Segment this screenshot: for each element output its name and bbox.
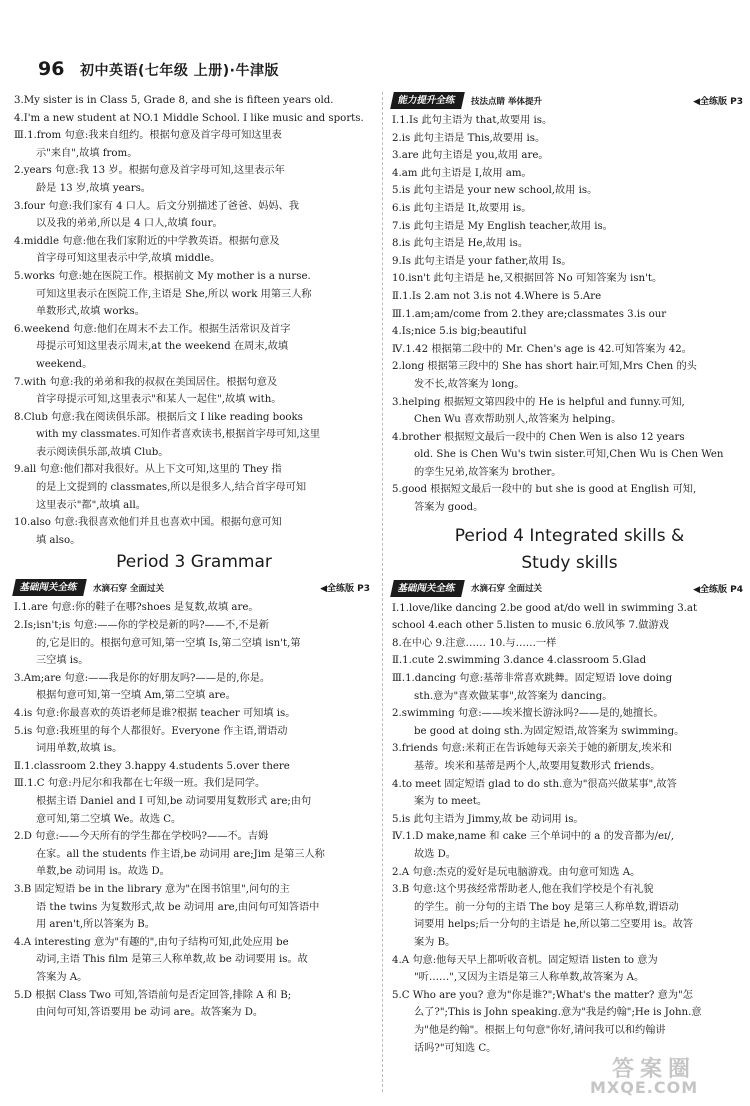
answer-line: 4.middle 句意:他在我们家附近的中学教英语。根据句意及 bbox=[14, 235, 280, 247]
banner-label: 基础闯关全练 bbox=[12, 579, 87, 596]
answer-line: 龄是 13 岁,故填 years。 bbox=[36, 182, 151, 194]
answer-line: 答案为 A。 bbox=[36, 971, 88, 983]
answer-line: 2.A 句意:杰克的爱好是玩电脑游戏。由句意可知选 A。 bbox=[392, 866, 641, 878]
answer-line: 3.B 固定短语 be in the library 意为"在图书馆里",问句的主 bbox=[14, 883, 290, 895]
answer-line: 8.Club 句意:我在阅读俱乐部。根据后文 I like reading books bbox=[14, 411, 303, 423]
watermark-top-text: 答案圈 bbox=[612, 1057, 697, 1082]
period-4-title-line2: Study skills bbox=[521, 552, 618, 573]
answer-line: 2.D 句意:——今天所有的学生都在学校吗?——不。吉姆 bbox=[14, 831, 269, 843]
answer-line: 10.also 句意:我很喜欢他们并且也喜欢中国。根据句意可知 bbox=[14, 517, 282, 529]
answer-line: Ⅲ.1.from 句意:我来自纽约。根据句意及首字母可知这里表 bbox=[14, 130, 282, 142]
answer-line: 填 also。 bbox=[36, 534, 81, 546]
answer-line: Ⅲ.1.dancing 句意:基蒂非常喜欢跳舞。固定短语 love doing bbox=[392, 673, 673, 685]
answer-line: 4.brother 根据短文最后一段中的 Chen Wen is also 12 years bbox=[392, 431, 685, 443]
answer-line: 词用单数,故填 is。 bbox=[36, 743, 123, 755]
answer-line: 3.Am;are 句意:——我是你的好朋友吗?——是的,你是。 bbox=[14, 672, 271, 684]
answer-line: Ⅱ.1.cute 2.swimming 3.dance 4.classroom 5.Glad bbox=[392, 655, 647, 667]
banner-subtitle: 水滴石穿 全面过关 bbox=[471, 584, 542, 595]
answer-line: 的孪生兄弟,故答案为 brother。 bbox=[414, 466, 562, 478]
answer-line: 4.A 句意:他每天早上都听收音机。固定短语 listen to 意为 bbox=[392, 954, 658, 966]
watermark-logo bbox=[588, 1052, 738, 1100]
answer-line: 案为 B。 bbox=[414, 936, 456, 948]
answers-period2-part bbox=[14, 92, 374, 549]
answer-line: 9.all 句意:他们都对我很好。从上下文可知,这里的 They 指 bbox=[14, 464, 282, 476]
answer-line: 话吗?"可知选 C。 bbox=[414, 1042, 497, 1054]
banner-subtitle: 技法点睛 举体提升 bbox=[471, 96, 542, 107]
answer-line: 由问句可知,答语要用 be 动词 are。故答案为 D。 bbox=[36, 1007, 264, 1019]
answer-line: 么了?";This is John speaking.意为"我是约翰";He is John.意 bbox=[414, 1007, 702, 1019]
answer-line: 5.is 此句主语是 your new school,故用 is。 bbox=[392, 185, 598, 197]
answer-line: 4.am 此句主语是 I,故用 am。 bbox=[392, 167, 532, 179]
answer-line: 为"他是约翰"。根据上句句意"你好,请问我可以和约翰讲 bbox=[414, 1024, 666, 1036]
answer-line: Chen Wu 喜欢帮助别人,故答案为 helping。 bbox=[414, 414, 622, 426]
watermark-bottom-text: MXQE.COM bbox=[590, 1078, 699, 1097]
period-4-title-line1: Period 4 Integrated skills & bbox=[454, 525, 685, 546]
answer-line: 10.isn't 此句主语是 he,又根据回答 No 可知答案为 isn't。 bbox=[392, 273, 663, 285]
answer-line: 3.four 句意:我们家有 4 口人。后文分别描述了爸爸、妈妈、我 bbox=[14, 200, 299, 212]
answer-line: 2.swimming 句意:——埃米擅长游泳吗?——是的,她擅长。 bbox=[392, 708, 664, 720]
answer-line: 6.is 此句主语是 It,故要用 is。 bbox=[392, 202, 532, 214]
answer-line: 4.I'm a new student at NO.1 Middle School. I like music and sports. bbox=[14, 112, 364, 124]
answer-line: 4.to meet 固定短语 glad to do sth.意为"很高兴做某事",故答 bbox=[392, 778, 677, 790]
answer-line: 以及我的弟弟,所以是 4 口人,故填 four。 bbox=[36, 218, 223, 230]
answer-line: with my classmates.可知作者喜欢读书,根据首字母可知,这里 bbox=[36, 429, 321, 441]
answer-line: 7.is 此句主语是 My English teacher,故用 is。 bbox=[392, 220, 613, 232]
answer-line: 8.在中心 9.注意…… 10.与……一样 bbox=[392, 637, 557, 649]
answer-line: 这里表示"都",故填 all。 bbox=[36, 499, 146, 511]
answer-line: 可知这里表示在医院工作,主语是 She,所以 work 用第三人称 bbox=[36, 288, 312, 300]
answer-line: 在家。all the students 作主语,be 动词用 are;Jim 是第三人称 bbox=[36, 848, 325, 860]
answer-line: Ⅲ.1.C 句意:丹尼尔和我都在七年级一班。我们是同学。 bbox=[14, 778, 266, 790]
answer-line: 9.Is 此句主语是 your father,故用 Is。 bbox=[392, 255, 572, 267]
answer-line: 2.long 根据第三段中的 She has short hair.可知,Mrs Chen 的头 bbox=[392, 361, 697, 373]
answer-line: 3.B 句意:这个男孩经常帮助老人,他在我们学校是个有礼貌 bbox=[392, 884, 654, 896]
answer-line: 2.Is;isn't;is 句意:——你的学校是新的吗?——不,不是新 bbox=[14, 620, 270, 632]
answer-line: Ⅲ.1.am;am/come from 2.they are;classmates 3.is our bbox=[392, 308, 667, 320]
page-header bbox=[0, 0, 750, 82]
book-title: 初中英语(七年级 上册)·牛津版 bbox=[80, 63, 279, 79]
banner-label: 基础闯关全练 bbox=[390, 580, 465, 597]
answer-line: 5.D 根据 Class Two 可知,答语前句是否定回答,排除 A 和 B; bbox=[14, 989, 292, 1001]
answer-line: 语 the twins 为复数形式,故 be 动词用 are,由问句可知答语中 bbox=[36, 901, 320, 913]
answer-line: 示"来自",故填 from。 bbox=[36, 147, 138, 159]
answer-line: Ⅳ.1.D make,name 和 cake 三个单词中的 a 的发音都为/eɪ/, bbox=[392, 831, 674, 843]
answer-line: 母提示可知这里表示周末,at the weekend 在周末,故填 bbox=[36, 341, 289, 353]
answer-line: 3.are 此句主语是 you,故用 are。 bbox=[392, 150, 549, 162]
answer-line: weekend。 bbox=[36, 358, 93, 370]
column-divider bbox=[382, 92, 383, 1092]
answer-line: 单数形式,故填 works。 bbox=[36, 306, 145, 318]
answer-line: Ⅳ.1.42 根据第二段中的 Mr. Chen's age is 42.可知答案为 42。 bbox=[392, 343, 692, 355]
basic-practice-banner-p4 bbox=[392, 580, 747, 597]
answer-line: 3.friends 句意:米莉正在告诉她每天亲关于她的新朋友,埃米和 bbox=[392, 743, 672, 755]
answer-line: 动词,主语 This film 是第三人称单数,故 be 动词要用 is。故 bbox=[36, 954, 308, 966]
answer-line: 根据主语 Daniel and I 可知,be 动词要用复数形式 are;由句 bbox=[36, 795, 312, 807]
answer-line: 4.A interesting 意为"有趣的",由句子结构可知,此处应用 be bbox=[14, 936, 289, 948]
banner-label: 能力提升全练 bbox=[390, 92, 465, 109]
answer-line: Ⅰ.1.are 句意:你的鞋子在哪?shoes 是复数,故填 are。 bbox=[14, 602, 259, 614]
period-3-title: Period 3 Grammar bbox=[116, 552, 272, 573]
answer-line: Ⅱ.1.classroom 2.they 3.happy 4.students 5.over there bbox=[14, 760, 290, 772]
ability-practice-banner bbox=[392, 92, 747, 109]
answer-line: 案为 to meet。 bbox=[414, 796, 488, 808]
answer-line: be good at doing sth.为固定短语,故答案为 swimming。 bbox=[414, 725, 685, 737]
answer-line: 首字母可知这里表示中学,故填 middle。 bbox=[36, 253, 221, 265]
answer-line: Ⅰ.1.love/like dancing 2.be good at/do well in swimming 3.at bbox=[392, 602, 698, 614]
basic-practice-banner bbox=[14, 579, 374, 596]
banner-page-ref: ◀全练版 P3 bbox=[693, 97, 743, 107]
answer-line: 词要用 helps;后一分句的主语是 he,所以第二空要用 is。故答 bbox=[414, 919, 693, 931]
answer-line: 用 aren't,所以答案为 B。 bbox=[36, 919, 155, 931]
answer-line: 5.good 根据短文最后一段中的 but she is good at English 可知, bbox=[392, 484, 697, 496]
answer-line: 4.is 句意:你最喜欢的英语老师是谁?根据 teacher 可知填 is。 bbox=[14, 708, 296, 719]
answer-line: 3.helping 根据短文第四段中的 He is helpful and funny.可知, bbox=[392, 396, 685, 408]
answer-line: "听……",又因为主语是第三人称单数,故答案为 A。 bbox=[414, 972, 645, 984]
answer-line: 5.is 句意:我班里的每个人都很好。Everyone 作主语,谓语动 bbox=[14, 725, 288, 737]
answer-line: sth.意为"喜欢做某事",故答案为 dancing。 bbox=[414, 690, 613, 702]
banner-subtitle: 水滴石穿 全面过关 bbox=[93, 583, 164, 594]
answer-line: 的,它是旧的。根据句意可知,第一空填 Is,第二空填 isn't,第 bbox=[36, 637, 301, 649]
answer-line: 8.is 此句主语是 He,故用 is。 bbox=[392, 238, 529, 250]
answer-line: 的学生。前一分句的主语 The boy 是第三人称单数,谓语动 bbox=[414, 901, 679, 913]
answer-line: old. She is Chen Wu's twin sister.可知,Chen Wu is Chen Wen bbox=[414, 449, 724, 461]
answer-line: 的是上文提到的 classmates,所以是很多人,结合首字母可知 bbox=[36, 482, 307, 494]
answer-line: 意可知,第二空填 We。故选 C。 bbox=[36, 813, 182, 825]
answer-line: school 4.each other 5.listen to music 6.放风筝 7.做游戏 bbox=[392, 620, 669, 632]
answer-line: 5.is 此句主语为 Jimmy,故 be 动词用 is。 bbox=[392, 813, 584, 825]
answers-period4 bbox=[392, 600, 747, 1057]
answer-line: 2.years 句意:我 13 岁。根据句意及首字母可知,这里表示年 bbox=[14, 165, 285, 177]
answer-line: Ⅱ.1.Is 2.am not 3.is not 4.Where is 5.Are bbox=[392, 290, 602, 302]
answer-line: 答案为 good。 bbox=[414, 502, 484, 514]
answer-line: 发不长,故答案为 long。 bbox=[414, 378, 525, 390]
answer-line: Ⅰ.1.Is 此句主语为 that,故要用 is。 bbox=[392, 115, 553, 126]
answer-line: 6.weekend 句意:他们在周末不去工作。根据生活常识及首字 bbox=[14, 323, 291, 335]
banner-page-ref: ◀全练版 P4 bbox=[693, 584, 743, 595]
answer-line: 3.My sister is in Class 5, Grade 8, and she is fifteen years old. bbox=[14, 95, 334, 106]
page-number: 96 bbox=[38, 58, 65, 80]
answer-line: 5.works 句意:她在医院工作。根据前文 My mother is a nurse. bbox=[14, 270, 311, 282]
answer-line: 5.C Who are you? 意为"你是谁?";What's the matter? 意为"怎 bbox=[392, 989, 693, 1001]
answer-line: 三空填 is。 bbox=[36, 655, 89, 667]
answers-ability bbox=[392, 112, 747, 517]
answer-line: 基蒂。埃米和基蒂是两个人,故要用复数形式 friends。 bbox=[414, 761, 661, 772]
answer-line: 7.with 句意:我的弟弟和我的叔叔在美国居住。根据句意及 bbox=[14, 376, 278, 388]
answers-period3 bbox=[14, 599, 374, 1021]
banner-page-ref: ◀全练版 P3 bbox=[320, 584, 370, 595]
answer-line: 根据句意可知,第一空填 Am,第二空填 are。 bbox=[36, 690, 236, 702]
answer-line: 2.is 此句主语是 This,故要用 is。 bbox=[392, 132, 546, 144]
answer-line: 首字母提示可知,这里表示"和某人一起住",故填 with。 bbox=[36, 394, 282, 406]
answer-line: 单数,be 动词用 is。故选 D。 bbox=[36, 866, 170, 878]
answer-line: 表示阅读俱乐部,故填 Club。 bbox=[36, 446, 169, 458]
left-column bbox=[14, 92, 374, 1022]
answer-line: 4.Is;nice 5.is big;beautiful bbox=[392, 326, 527, 338]
answer-line: 故选 D。 bbox=[414, 848, 456, 860]
right-column bbox=[392, 92, 747, 1057]
